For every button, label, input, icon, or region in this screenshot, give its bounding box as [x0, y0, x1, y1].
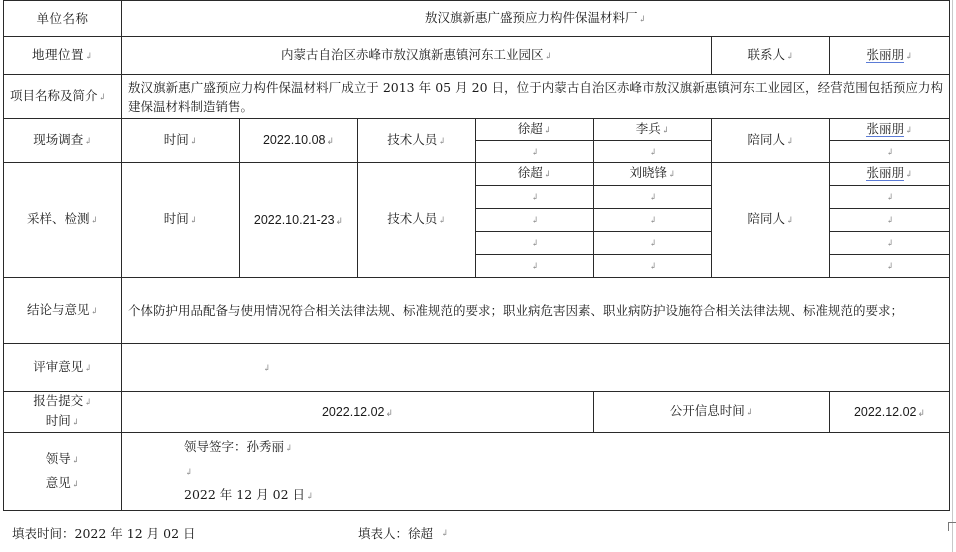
sampling-time-label: 时间 ↲	[122, 163, 240, 278]
paragraph-mark-icon	[885, 234, 894, 249]
paragraph-mark-icon	[305, 487, 314, 502]
contact-label: 联系人 ↲	[712, 37, 830, 75]
paragraph-mark-icon	[785, 47, 794, 62]
survey-tech-2: 李兵 ↲	[594, 119, 712, 141]
location-label: 地理位置 ↲	[4, 37, 122, 75]
survey-time-label: 时间 ↲	[122, 119, 240, 163]
paragraph-mark-icon	[885, 211, 894, 226]
paragraph-mark-icon	[98, 88, 107, 103]
sampling-tech-2: 刘晓锋 ↲	[594, 163, 712, 186]
empty-cell	[594, 186, 712, 209]
paragraph-mark-icon	[745, 403, 754, 418]
paragraph-mark-icon	[184, 463, 193, 478]
paragraph-mark-icon	[89, 211, 98, 226]
empty-cell	[594, 255, 712, 278]
empty-cell	[476, 232, 594, 255]
public-info-time-label: 公开信息时间 ↲	[594, 392, 830, 433]
paragraph-mark-icon	[437, 132, 446, 147]
row-project	[4, 75, 950, 119]
info-form-table	[3, 0, 950, 511]
survey-accomp-label: 陪同人 ↲	[712, 119, 830, 163]
paragraph-mark-icon	[83, 359, 92, 374]
paragraph-mark-icon	[83, 132, 92, 147]
paragraph-mark-icon	[648, 211, 657, 226]
location-value: 内蒙古自治区赤峰市敖汉旗新惠镇河东工业园区 ↲	[122, 37, 712, 75]
paragraph-mark-icon	[885, 143, 894, 158]
empty-cell	[830, 232, 950, 255]
paragraph-mark-icon	[543, 47, 552, 62]
paragraph-mark-icon	[84, 47, 93, 62]
paragraph-mark-icon	[885, 257, 894, 272]
paragraph-mark-icon	[648, 188, 657, 203]
row-sampling-1	[4, 163, 950, 186]
paragraph-mark-icon	[71, 475, 80, 490]
row-review	[4, 344, 950, 392]
paragraph-mark-icon	[530, 234, 539, 249]
leader-signature: 领导签字：孙秀丽	[184, 438, 285, 454]
sampling-label: 采样、检测 ↲	[4, 163, 122, 278]
public-info-time-value: 2022.12.02 ↲	[830, 392, 950, 433]
review-text	[122, 344, 950, 392]
paragraph-mark-icon	[326, 133, 335, 147]
paragraph-mark-icon	[543, 165, 552, 180]
sampling-accomp-value: 张丽朋 ↲	[830, 163, 950, 186]
empty-cell	[830, 255, 950, 278]
review-label: 评审意见 ↲	[4, 344, 122, 392]
paragraph-mark-icon	[189, 132, 198, 147]
row-conclusion	[4, 278, 950, 344]
paragraph-mark-icon	[904, 47, 913, 62]
survey-tech-label: 技术人员 ↲	[358, 119, 476, 163]
paragraph-mark-icon	[917, 405, 926, 419]
survey-accomp-value: 张丽朋 ↲	[830, 119, 950, 141]
survey-time-value: 2022.10.08 ↲	[240, 119, 358, 163]
paragraph-mark-icon	[284, 439, 293, 454]
row-location	[4, 37, 950, 75]
empty-cell	[830, 209, 950, 232]
project-label: 项目名称及简介 ↲	[4, 75, 122, 119]
project-intro: 敖汉旗新惠广盛预应力构件保温材料厂成立于 2013 年 05 月 20 日，位于内蒙古自治区赤峰市敖汉旗新惠镇河东工业园区，经营范围包括预应力构建保温材料制造销售。	[122, 75, 950, 119]
conclusion-label: 结论与意见 ↲	[4, 278, 122, 344]
corner-crop-mark	[948, 522, 956, 531]
paragraph-mark-icon	[785, 211, 794, 226]
row-survey-1	[4, 119, 950, 141]
empty-cell	[476, 255, 594, 278]
sampling-time-value: 2022.10.21-23 ↲	[240, 163, 358, 278]
paragraph-mark-icon	[385, 405, 394, 419]
paragraph-mark-icon	[89, 302, 98, 317]
empty-cell	[594, 232, 712, 255]
paragraph-mark-icon	[71, 451, 80, 466]
conclusion-text: 个体防护用品配备与使用情况符合相关法律法规、标准规范的要求；职业病危害因素、职业病防护设施符合相关法律法规、标准规范的要求；	[122, 278, 950, 344]
paragraph-mark-icon	[648, 234, 657, 249]
empty-cell	[594, 209, 712, 232]
contact-value: 张丽朋 ↲	[830, 37, 950, 75]
report-time-value: 2022.12.02 ↲	[122, 392, 594, 433]
leader-date: 2022 年 12 月 02 日	[184, 486, 305, 502]
footer-filler: 填表人：徐超	[358, 526, 434, 541]
paragraph-mark-icon	[530, 188, 539, 203]
sampling-tech-label: 技术人员 ↲	[358, 163, 476, 278]
empty-cell	[476, 209, 594, 232]
sampling-accomp-label: 陪同人 ↲	[712, 163, 830, 278]
paragraph-mark-icon	[637, 10, 646, 25]
empty-cell	[476, 141, 594, 163]
paragraph-mark-icon	[335, 213, 344, 227]
sampling-tech-1: 徐超 ↲	[476, 163, 594, 186]
survey-tech-1: 徐超 ↲	[476, 119, 594, 141]
paragraph-mark-icon	[530, 211, 539, 226]
empty-cell	[830, 141, 950, 163]
paragraph-mark-icon	[885, 188, 894, 203]
unit-name-value: 敖汉旗新惠广盛预应力构件保温材料厂 ↲	[122, 1, 950, 37]
paragraph-mark-icon	[189, 211, 198, 226]
empty-cell	[830, 186, 950, 209]
paragraph-mark-icon	[661, 121, 670, 136]
paragraph-mark-icon	[530, 257, 539, 272]
paragraph-mark-icon	[262, 359, 271, 374]
paragraph-mark-icon	[648, 257, 657, 272]
report-time-label: 报告提交 ↲ 时间 ↲	[4, 392, 122, 433]
row-unit-name	[4, 1, 950, 37]
paragraph-mark-icon	[785, 132, 794, 147]
paragraph-mark-icon	[904, 165, 913, 180]
leader-label: 领导 ↲ 意见 ↲	[4, 433, 122, 511]
empty-cell	[476, 186, 594, 209]
leader-opinion	[122, 433, 950, 511]
empty-cell	[594, 141, 712, 163]
paragraph-mark-icon	[440, 524, 449, 539]
paragraph-mark-icon	[530, 143, 539, 158]
window-edge	[952, 0, 953, 552]
paragraph-mark-icon	[437, 211, 446, 226]
row-report-time	[4, 392, 950, 433]
paragraph-mark-icon	[648, 143, 657, 158]
unit-name-label: 单位名称	[4, 1, 122, 37]
paragraph-mark-icon	[71, 413, 80, 428]
survey-label: 现场调查 ↲	[4, 119, 122, 163]
paragraph-mark-icon	[667, 165, 676, 180]
paragraph-mark-icon	[83, 393, 92, 408]
footer-fill-time: 填表时间：2022 年 12 月 02 日	[12, 526, 196, 541]
row-leader	[4, 433, 950, 511]
paragraph-mark-icon	[904, 121, 913, 136]
paragraph-mark-icon	[543, 121, 552, 136]
